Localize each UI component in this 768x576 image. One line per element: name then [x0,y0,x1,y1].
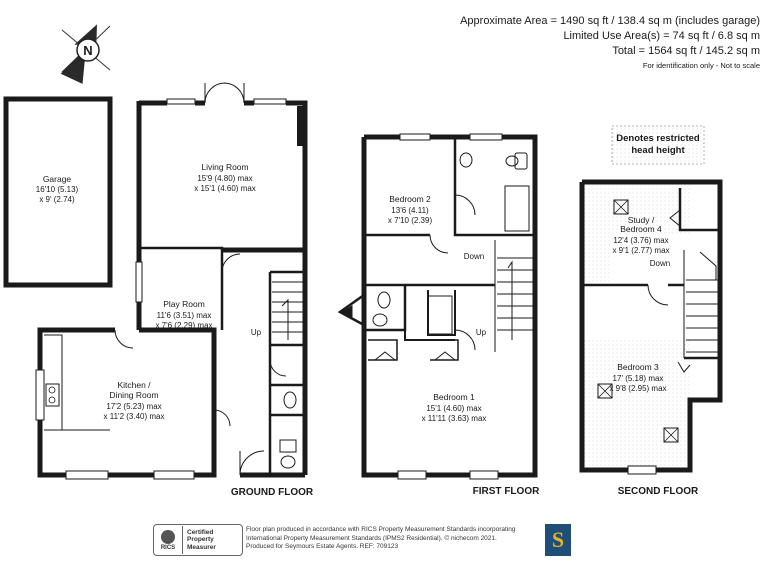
limited-area: Limited Use Area(s) = 74 sq ft / 6.8 sq m [563,30,760,42]
stairs-down-first: Down [463,252,485,261]
first-floor [340,134,535,479]
bedroom-1-dim1: 15'1 (4.60) max [426,404,482,413]
rics-cert-line-2: Property [187,536,214,544]
ground-floor-title: GROUND FLOOR [230,487,314,498]
kitchen-label-2: Dining Room [109,390,159,400]
approx-area: Approximate Area = 1490 sq ft / 138.4 sq m (includes garage) [460,15,760,27]
bedroom-3-label: Bedroom 3 [617,362,659,372]
play-room-dim2: x 7'6 (2.29) max [155,321,213,330]
first-floor-title: FIRST FLOOR [472,486,540,497]
compass-icon [61,19,110,84]
study-label-1: Study / [627,215,655,225]
rics-cert-line-1: Certified [187,528,214,536]
compass-letter: N [83,43,93,58]
footer-disclaimer [246,526,546,552]
stairs-up-ground: Up [250,328,262,337]
area-summary [460,14,760,71]
study-label-2: Bedroom 4 [620,224,662,234]
bedroom-3-dim1: 17' (5.18) max [612,374,664,383]
bedroom-2-label: Bedroom 2 [389,194,431,204]
legend-text-2: head height [631,145,685,156]
rics-cert-line-3: Measurer [187,543,216,551]
living-room-dim2: x 15'1 (4.60) max [194,184,256,193]
rics-logo-text: RICS [160,544,176,551]
play-room-dim1: 11'6 (3.51) max [156,311,212,320]
footer-line-3: Produced for Seymours Estate Agents. REF: 709123 [246,543,399,550]
not-to-scale-note: For identification only - Not to scale [642,61,760,70]
rics-cert-text [187,529,216,552]
second-floor [582,126,720,474]
stairs-down-second: Down [649,259,671,268]
living-room-label: Living Room [201,162,249,172]
garage-label: Garage [42,174,72,184]
play-room-label: Play Room [163,299,205,309]
footer-line-2: International Property Measurement Standards (IPMS2 Residential). © nichecom 2021. [246,534,497,542]
kitchen-dim2: x 11'2 (3.40) max [103,412,165,421]
second-floor-title: SECOND FLOOR [617,486,699,497]
total-area: Total = 1564 sq ft / 145.2 sq m [612,45,760,57]
rics-badge [153,524,243,556]
bedroom-1-dim2: x 11'11 (3.63) max [421,414,487,423]
kitchen-label-1: Kitchen / [117,380,151,390]
bedroom-2-dim1: 13'6 (4.11) [391,206,429,215]
bedroom-1-label: Bedroom 1 [433,392,475,402]
footer-line-1: Floor plan produced in accordance with RICS Property Measurement Standards incorporating [246,526,516,533]
rics-logo-icon [154,526,183,554]
garage-dim1: 16'10 (5.13) [35,185,79,194]
bedroom-3-dim2: x 9'8 (2.95) max [609,384,667,393]
study-dim1: 12'4 (3.76) max [613,236,669,245]
living-room-dim1: 15'9 (4.80) max [197,174,253,183]
study-dim2: x 9'1 (2.77) max [612,246,670,255]
agent-logo: S [545,524,571,556]
bedroom-2-dim2: x 7'10 (2.39) [387,216,433,225]
legend-text-1: Denotes restricted [616,133,700,144]
stairs-up-first: Up [475,328,487,337]
kitchen-dim1: 17'2 (5.23) max [106,402,162,411]
garage-dim2: x 9' (2.74) [39,195,75,204]
